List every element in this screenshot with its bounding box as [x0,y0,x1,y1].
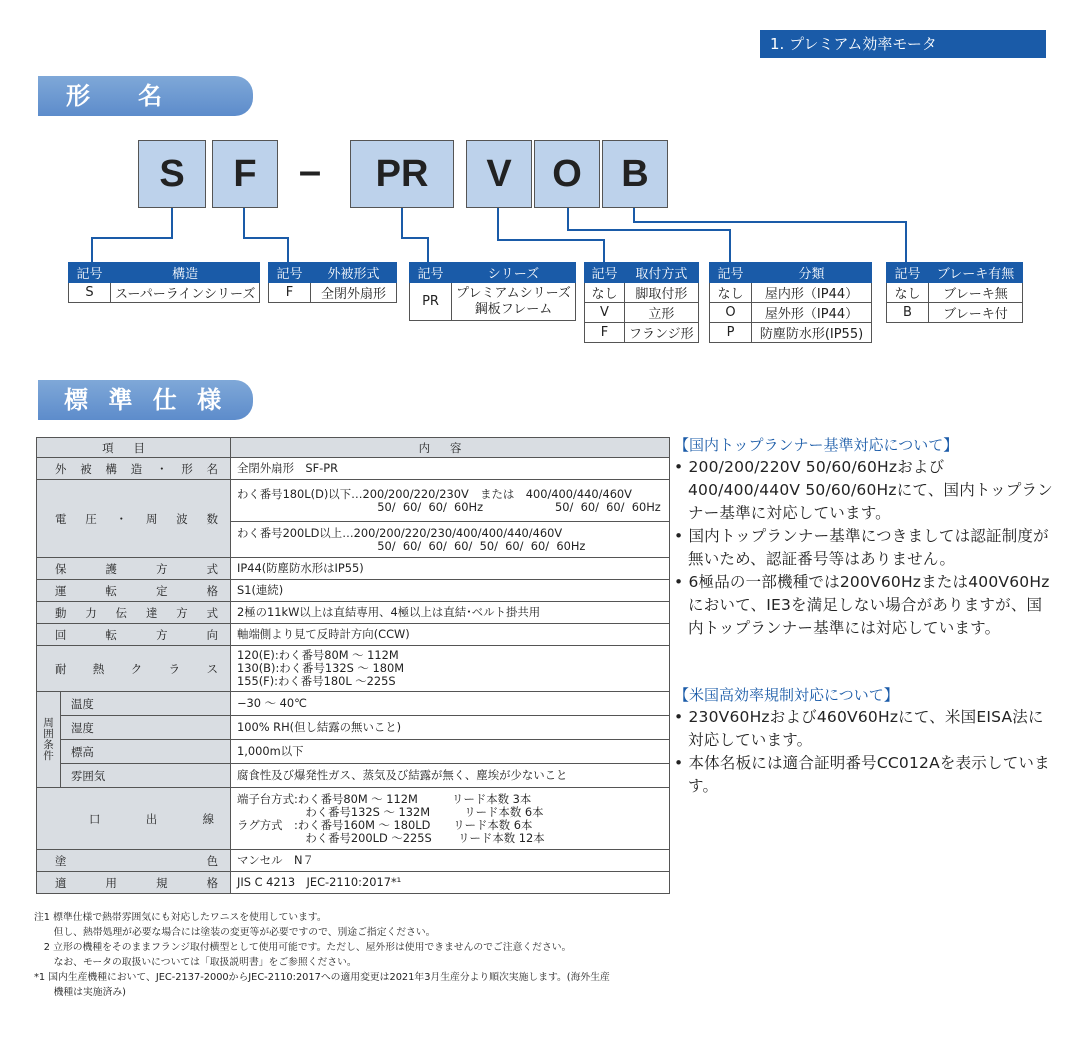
spec-value-altitude: 1,000m以下 [231,740,670,764]
table-row [410,283,576,321]
table-row [37,624,670,646]
section-title-spec [38,380,253,420]
col-code: 記号 [585,263,625,283]
table-row [37,646,670,692]
cell-code: なし [887,283,929,303]
spec-label-rating: 運 転 定 格 [37,580,231,602]
cell-desc: 屋外形（IP44） [752,303,872,323]
cell-code: F [585,323,625,343]
cell-code: O [710,303,752,323]
spec-label-humidity: 湿度 [61,716,231,740]
table-row [710,303,872,323]
col-enclosure: 外被形式 [311,263,397,283]
spec-label-transmission: 動 力 伝 達 方 式 [37,602,231,624]
cell-code: V [585,303,625,323]
table-row [37,558,670,580]
info-us-item: • 本体名板には適合証明番号CC012Aを表示しています。 [674,754,1050,795]
code-connector-lines [0,0,1084,300]
series-line-1: プレミアムシリーズ [456,285,571,301]
table-row [585,283,699,303]
code-table-class [709,262,872,343]
cell-desc: スーパーラインシリーズ [111,283,260,303]
info-domestic-item: • 200/200/220V 50/60/60Hzおよび400/400/440V 50/60/60Hzにて、国内トップランナー基準に対応しています。 [674,458,1053,522]
col-series: シリーズ [452,263,576,283]
code-table-structure [68,262,260,303]
spec-value-atmosphere: 腐食性及び爆発性ガス、蒸気及び結露が無く、塵埃が少ないこと [231,764,670,788]
cell-desc: ブレーキ付 [929,303,1023,323]
series-line-2: 鋼板フレーム [474,301,553,317]
spec-value-heat: 120(E):わく番号80M ～ 112M 130(B):わく番号132S ～ 180M 155(F):わく番号180L ～225S [231,646,670,692]
spec-value-enclosure: 全閉外扇形 SF-PR [231,458,670,480]
code-box-pr: PR [350,140,454,208]
cell-code: なし [710,283,752,303]
section-title-spec-text: 標 準 仕 様 [64,385,228,414]
cell-code: F [269,283,311,303]
spec-label-voltage: 電 圧 ・ 周 波 数 [37,480,231,558]
code-table-series [409,262,576,321]
col-brake: ブレーキ有無 [929,263,1023,283]
table-row [710,323,872,343]
code-table-mounting [584,262,699,343]
spec-label-temp: 温度 [61,692,231,716]
table-row [37,740,670,764]
spec-label-heat: 耐 熱 ク ラ ス [37,646,231,692]
table-row [887,303,1023,323]
spec-value-temp: −30 ～ 40℃ [231,692,670,716]
footnotes: 注1 標準仕様で熱帯雰囲気にも対応したワニスを使用しています。 但し、熱帯処理が必要な場合には塗装の変更等が必要ですので、別途ご指定ください。 2 立形の機種をそのままフランジ取付横型として使用可能です。ただし、屋外形は使用できませんのでご注意ください。 なお、モータの取扱いについては「取扱説明書」をご参照ください。 *1 国内生産機種において、JEC-2137-2000からJEC-2110:2017への適用変更は2021年3月生産分より順次実施します。(海外生産 機種は実施済み) [34,912,610,998]
cell-code: B [887,303,929,323]
table-row [269,283,397,303]
spec-value-leads: 端子台方式:わく番号80M ～ 112M リード本数 3本 わく番号132S ～ 132M リード本数 6本 ラグ方式 :わく番号160M ～ 180LD リード本数 6本 わく番号200LD ～225S リード本数 12本 [231,788,670,850]
code-table-enclosure [268,262,397,303]
spec-head-content: 内容 [231,438,670,458]
code-box-s: S [138,140,206,208]
table-row [37,788,670,850]
table-row [37,458,670,480]
table-row [710,283,872,303]
spec-label-rotation: 回 転 方 向 [37,624,231,646]
table-row [585,323,699,343]
spec-label-atmosphere: 雰囲気 [61,764,231,788]
code-table-brake [886,262,1023,323]
table-row [37,692,670,716]
catalog-section-tab: 1. プレミアム効率モータ [760,30,1046,58]
col-structure: 構造 [111,263,260,283]
info-us-title: 【米国高効率規制対応について】 [674,686,899,704]
spec-head-item: 項目 [37,438,231,458]
col-code: 記号 [887,263,929,283]
table-row [37,872,670,894]
table-row [69,283,260,303]
col-code: 記号 [69,263,111,283]
cell-desc: 防塵防水形(IP55) [752,323,872,343]
spec-value-paint: マンセル N７ [231,850,670,872]
info-us [674,684,1054,798]
spec-label-paint: 塗 色 [37,850,231,872]
spec-label-enclosure: 外 被 構 造 ・ 形 名 [37,458,231,480]
section-title-model-text: 形 名 [66,81,162,110]
spec-value-voltage-1: わく番号180L(D)以下…200/200/220/230V または 400/400/440/460V 50/ 60/ 60/ 60Hz 50/ 60/ 60/ 60Hz [231,480,670,522]
cell-desc: 屋内形（IP44） [752,283,872,303]
table-row [37,850,670,872]
spec-label-protection: 保 護 方 式 [37,558,231,580]
cell-code: P [710,323,752,343]
spec-value-voltage-2: わく番号200LD以上…200/200/220/230/400/400/440/460V 50/ 60/ 60/ 60/ 50/ 60/ 60/ 60Hz [231,522,670,558]
table-row [887,283,1023,303]
col-code: 記号 [410,263,452,283]
cell-desc: ブレーキ無 [929,283,1023,303]
code-box-o: O [534,140,600,208]
code-box-v: V [466,140,532,208]
code-box-f: F [212,140,278,208]
spec-label-leads: 口 出 線 [37,788,231,850]
spec-value-transmission: 2極の11kW以上は直結専用、4極以上は直結･ベルト掛共用 [231,602,670,624]
spec-value-standard: JIS C 4213 JEC-2110:2017*¹ [231,872,670,894]
spec-table [36,437,670,894]
spec-label-altitude: 標高 [61,740,231,764]
table-row [37,602,670,624]
table-row [585,303,699,323]
cell-desc: 全閉外扇形 [311,283,397,303]
table-row [37,764,670,788]
cell-code: S [69,283,111,303]
info-domestic-item: • 6極品の一部機種では200V60Hzまたは400V60Hzにおいて、IE3を満足しない場合がありますが、国内トップランナー基準には対応しています。 [674,573,1050,637]
col-code: 記号 [710,263,752,283]
spec-value-rating: S1(連続) [231,580,670,602]
info-domestic-title: 【国内トップランナー基準対応について】 [674,436,959,454]
table-row [37,716,670,740]
spec-label-standard: 適 用 規 格 [37,872,231,894]
table-row [37,580,670,602]
cell-desc [452,283,576,321]
cell-desc: 立形 [625,303,699,323]
table-row [37,480,670,522]
spec-value-humidity: 100% RH(但し結露の無いこと) [231,716,670,740]
spec-value-rotation: 軸端側より見て反時計方向(CCW) [231,624,670,646]
col-class: 分類 [752,263,872,283]
cell-desc: フランジ形 [625,323,699,343]
info-us-item: • 230V60Hzおよび460V60Hzにて、米国EISA法に対応しています。 [674,708,1044,749]
spec-label-ambient: 周囲条件 [37,692,61,788]
info-domestic [674,434,1054,640]
cell-desc: 脚取付形 [625,283,699,303]
cell-code: なし [585,283,625,303]
spec-value-protection: IP44(防塵防水形はIP55) [231,558,670,580]
cell-code: PR [410,283,452,321]
info-domestic-item: • 国内トップランナー基準につきましては認証制度が無いため、認証番号等はありません。 [674,527,1049,568]
col-code: 記号 [269,263,311,283]
code-dash: – [298,149,322,193]
col-mounting: 取付方式 [625,263,699,283]
code-box-b: B [602,140,668,208]
